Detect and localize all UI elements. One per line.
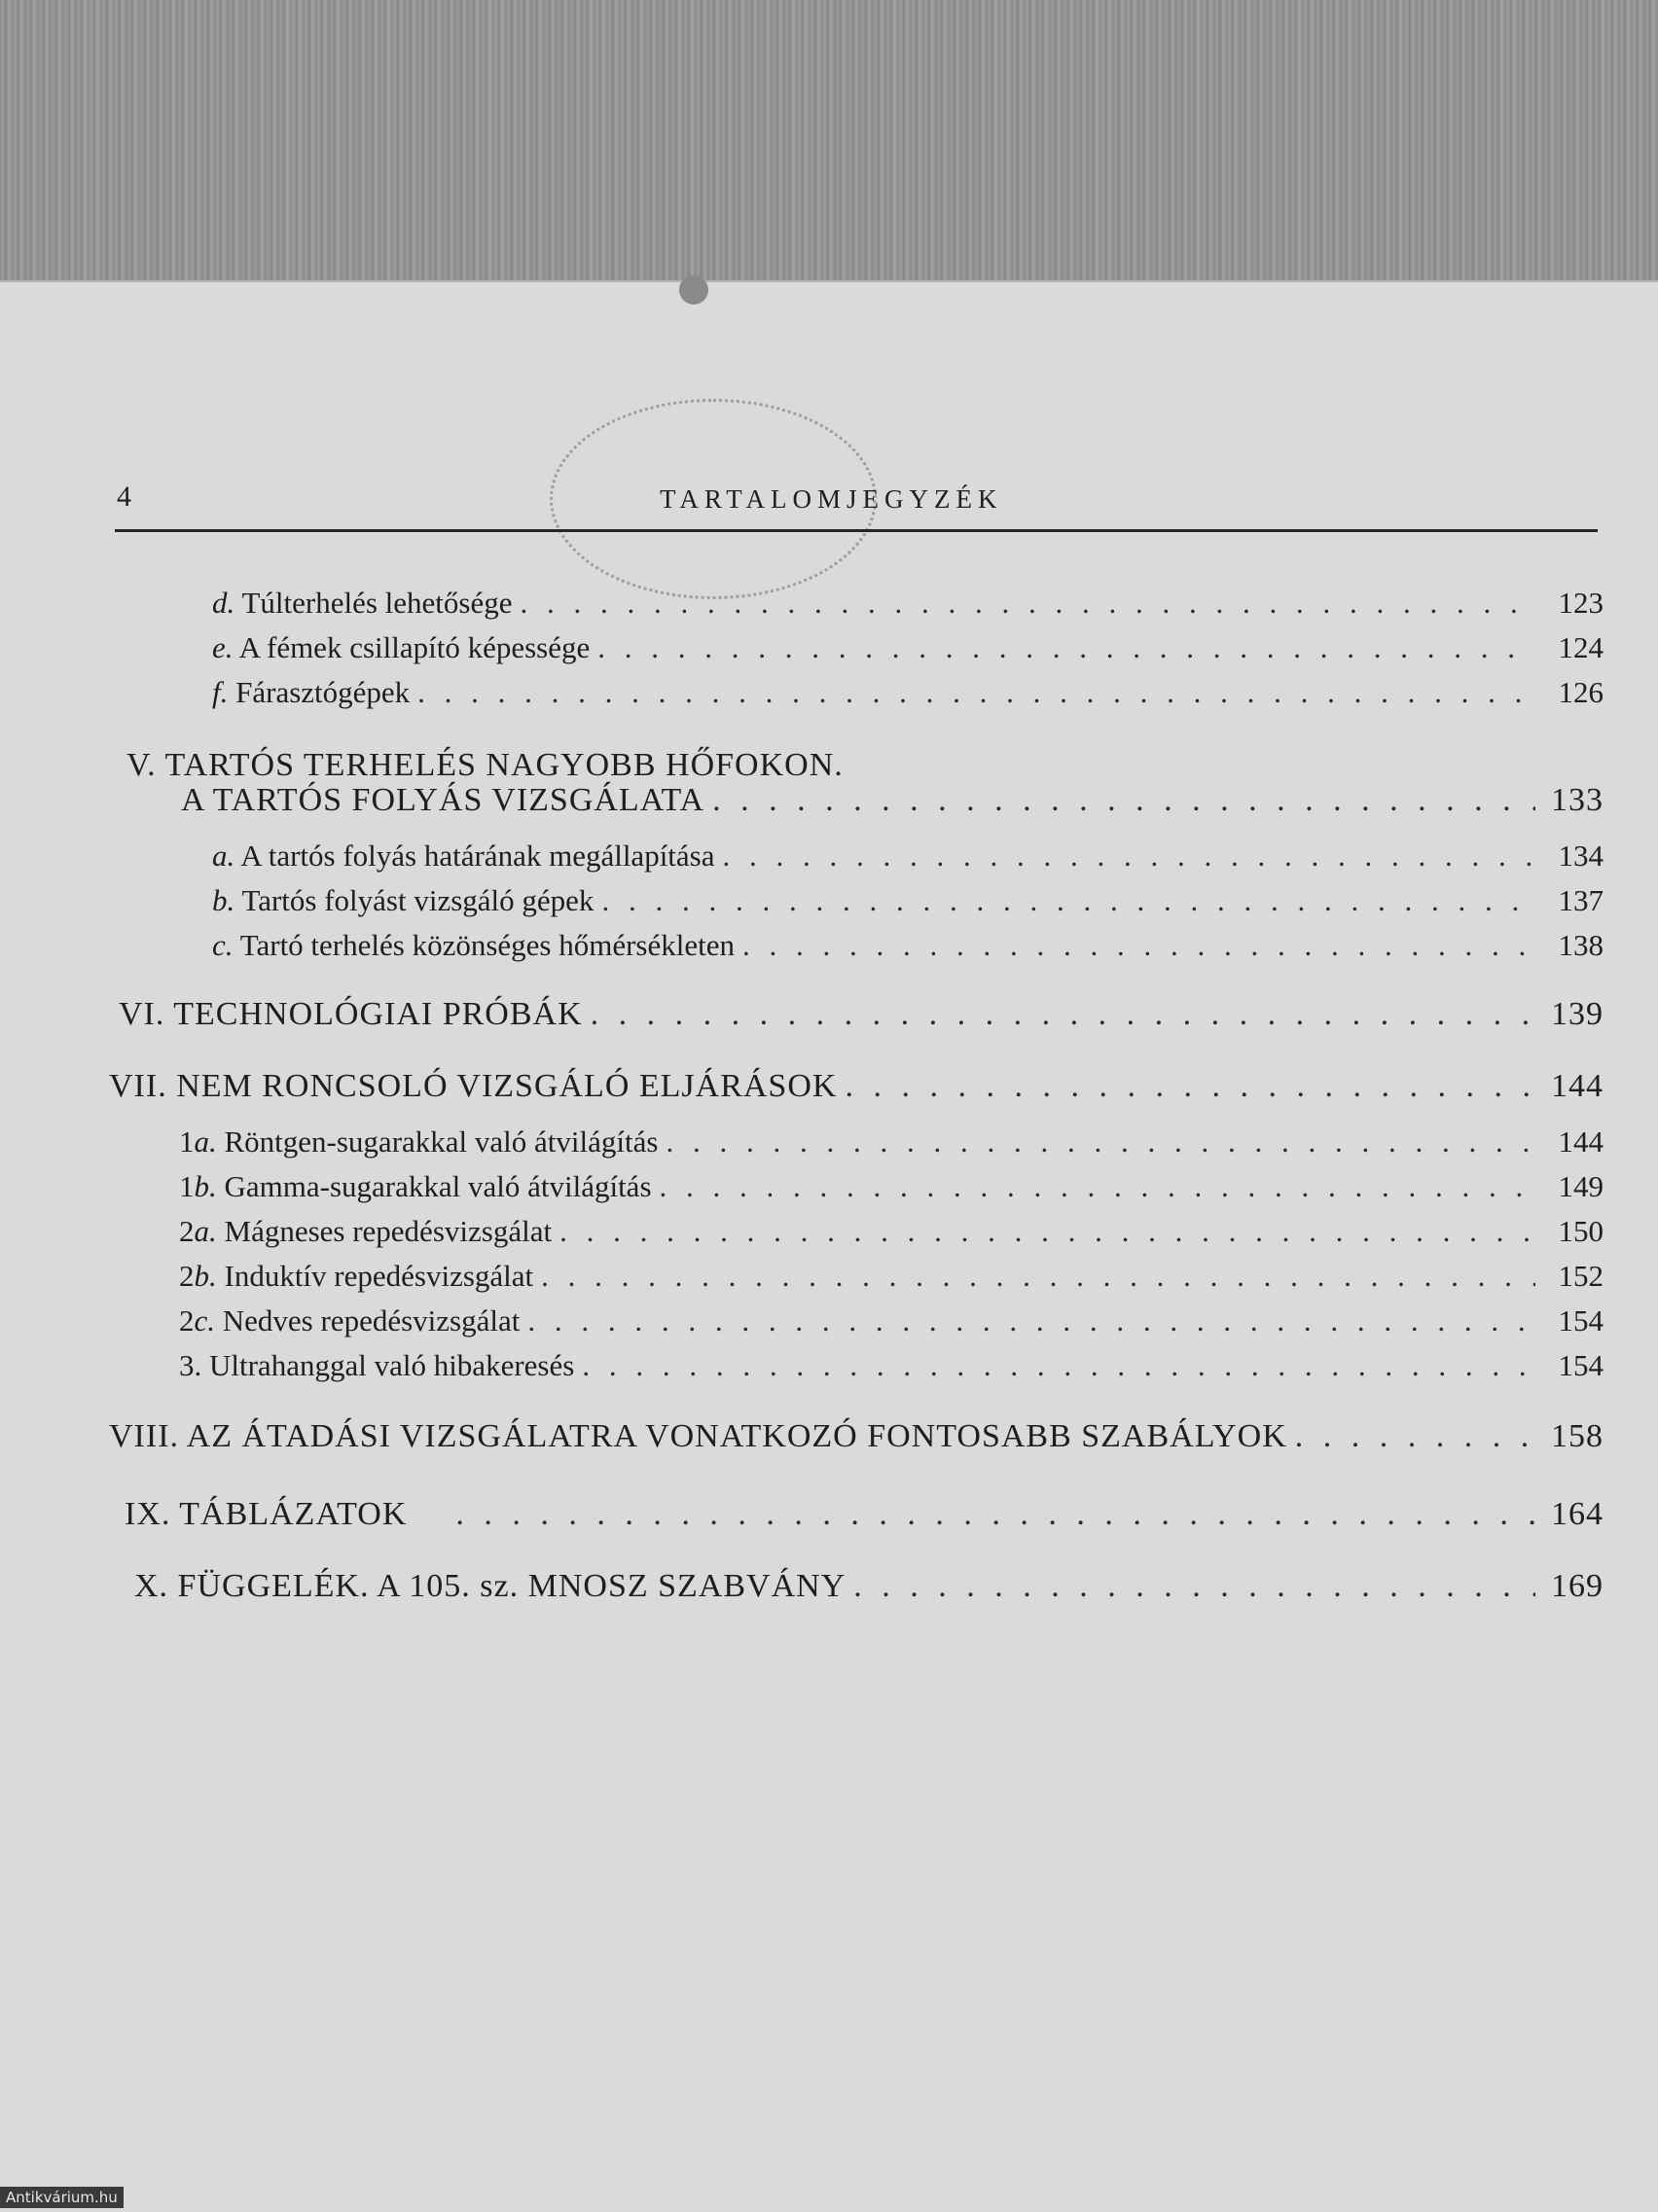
toc-entry-3[interactable] <box>179 1348 1604 1387</box>
entry-mark: a. <box>194 1124 217 1159</box>
chapter-title: VIII. AZ ÁTADÁSI VIZSGÁLATRA VONATKOZÓ FONTOSABB SZABÁLYOK <box>109 1418 1287 1454</box>
dot-leader <box>417 675 1535 710</box>
entry-title: Mágneses repedésvizsgálat <box>224 1214 553 1248</box>
entry-title: Túlterhelés lehetősége <box>241 586 513 620</box>
entry-page: 138 <box>1558 928 1604 962</box>
entry-mark: a. <box>194 1214 217 1248</box>
entry-mark: b. <box>194 1259 217 1293</box>
dot-leader <box>742 928 1535 963</box>
entry-mark: b. <box>194 1169 217 1203</box>
entry-page: 144 <box>1551 1068 1604 1104</box>
page-number: 4 <box>117 481 131 513</box>
toc-chapter-vii[interactable] <box>109 1068 1604 1107</box>
running-title: TARTALOMJEGYZÉK <box>660 484 1003 514</box>
entry-title: Röntgen-sugarakkal való átvilágítás <box>224 1124 659 1159</box>
dot-leader <box>541 1259 1535 1294</box>
dot-leader <box>520 586 1535 621</box>
header-rule <box>115 529 1598 532</box>
entry-page: 133 <box>1551 782 1604 818</box>
chapter-title: X. FÜGGELÉK. A 105. sz. MNOSZ SZABVÁNY <box>134 1568 847 1604</box>
entry-title: Induktív repedésvizsgálat <box>224 1259 534 1293</box>
toc-chapter-vi[interactable] <box>119 996 1604 1035</box>
toc-entry-e[interactable] <box>212 630 1604 669</box>
entry-page: 150 <box>1558 1214 1604 1248</box>
dot-leader <box>723 838 1535 874</box>
toc-chapter-x[interactable] <box>134 1568 1604 1607</box>
toc-entry-d[interactable] <box>212 586 1604 624</box>
entry-title: Tartós folyást vizsgáló gépek <box>241 883 595 917</box>
dot-leader <box>712 782 1535 819</box>
entry-mark: c. <box>212 928 234 962</box>
entry-page: 154 <box>1558 1303 1604 1338</box>
entry-title: Nedves repedésvizsgálat <box>222 1303 521 1338</box>
entry-title: A fémek csillapító képessége <box>238 630 591 664</box>
chapter-title: IX. TÁBLÁZATOK <box>125 1496 408 1532</box>
dot-leader <box>455 1496 1535 1533</box>
toc-entry-1b[interactable] <box>179 1169 1604 1208</box>
dot-leader <box>601 883 1535 918</box>
entry-page: 124 <box>1558 630 1604 664</box>
dot-leader <box>559 1214 1535 1249</box>
entry-mark: b. <box>212 883 235 917</box>
chapter-v-title-line2: A TARTÓS FOLYÁS VIZSGÁLATA <box>181 782 705 818</box>
toc-entry-vc[interactable] <box>212 928 1604 967</box>
entry-page: 164 <box>1551 1496 1604 1532</box>
entry-page: 158 <box>1551 1418 1604 1454</box>
entry-title: Tartó terhelés közönséges hőmérsékleten <box>239 928 735 962</box>
entry-page: 152 <box>1558 1259 1604 1293</box>
toc-entry-2c[interactable] <box>179 1303 1604 1342</box>
toc-entry-2a[interactable] <box>179 1214 1604 1253</box>
dot-leader <box>660 1169 1535 1204</box>
entry-number: 2 <box>179 1303 195 1338</box>
toc-entry-1a[interactable] <box>179 1124 1604 1163</box>
entry-mark: c. <box>194 1303 216 1338</box>
entry-page: 137 <box>1558 883 1604 917</box>
entry-title: Fárasztógépek <box>235 675 411 709</box>
dot-leader <box>1295 1418 1535 1455</box>
toc-chapter-v[interactable] <box>181 782 1604 821</box>
entry-mark: 3. <box>179 1348 202 1382</box>
dot-leader <box>582 1348 1535 1383</box>
entry-number: 1 <box>179 1124 195 1159</box>
entry-page: 144 <box>1558 1124 1604 1159</box>
watermark: Antikvárium.hu <box>0 2187 124 2208</box>
toc-entry-2b[interactable] <box>179 1259 1604 1298</box>
chapter-v-title-line1[interactable]: V. TARTÓS TERHELÉS NAGYOBB HŐFOKON. <box>126 747 844 783</box>
background-surface <box>0 0 1658 292</box>
chapter-title: VII. NEM RONCSOLÓ VIZSGÁLÓ ELJÁRÁSOK <box>109 1068 838 1104</box>
entry-page: 169 <box>1551 1568 1604 1604</box>
entry-title: Ultrahanggal való hibakeresés <box>209 1348 575 1382</box>
entry-number: 2 <box>179 1259 195 1293</box>
entry-title: A tartós folyás határának megállapítása <box>240 838 715 873</box>
chapter-title: VI. TECHNOLÓGIAI PRÓBÁK <box>119 996 583 1032</box>
entry-number: 2 <box>179 1214 195 1248</box>
toc-chapter-ix[interactable] <box>125 1496 1604 1535</box>
dot-leader <box>853 1568 1535 1605</box>
entry-page: 149 <box>1558 1169 1604 1203</box>
dot-leader <box>527 1303 1535 1338</box>
entry-mark: e. <box>212 630 234 664</box>
entry-number: 1 <box>179 1169 195 1203</box>
page-header <box>115 481 1594 519</box>
entry-page: 139 <box>1551 996 1604 1032</box>
entry-mark: f. <box>212 675 229 709</box>
entry-mark: d. <box>212 586 235 620</box>
entry-page: 154 <box>1558 1348 1604 1382</box>
entry-page: 123 <box>1558 586 1604 620</box>
entry-mark: a. <box>212 838 235 873</box>
entry-page: 126 <box>1558 675 1604 709</box>
dot-leader <box>666 1124 1535 1160</box>
toc-entry-f[interactable] <box>212 675 1604 714</box>
toc-chapter-viii[interactable] <box>109 1418 1604 1457</box>
entry-page: 134 <box>1558 838 1604 873</box>
toc-entry-va[interactable] <box>212 838 1604 877</box>
entry-title: Gamma-sugarakkal való átvilágítás <box>224 1169 652 1203</box>
dot-leader <box>597 630 1535 665</box>
page-hole <box>679 275 708 304</box>
dot-leader <box>591 996 1535 1033</box>
dot-leader <box>845 1068 1535 1105</box>
toc-entry-vb[interactable] <box>212 883 1604 922</box>
